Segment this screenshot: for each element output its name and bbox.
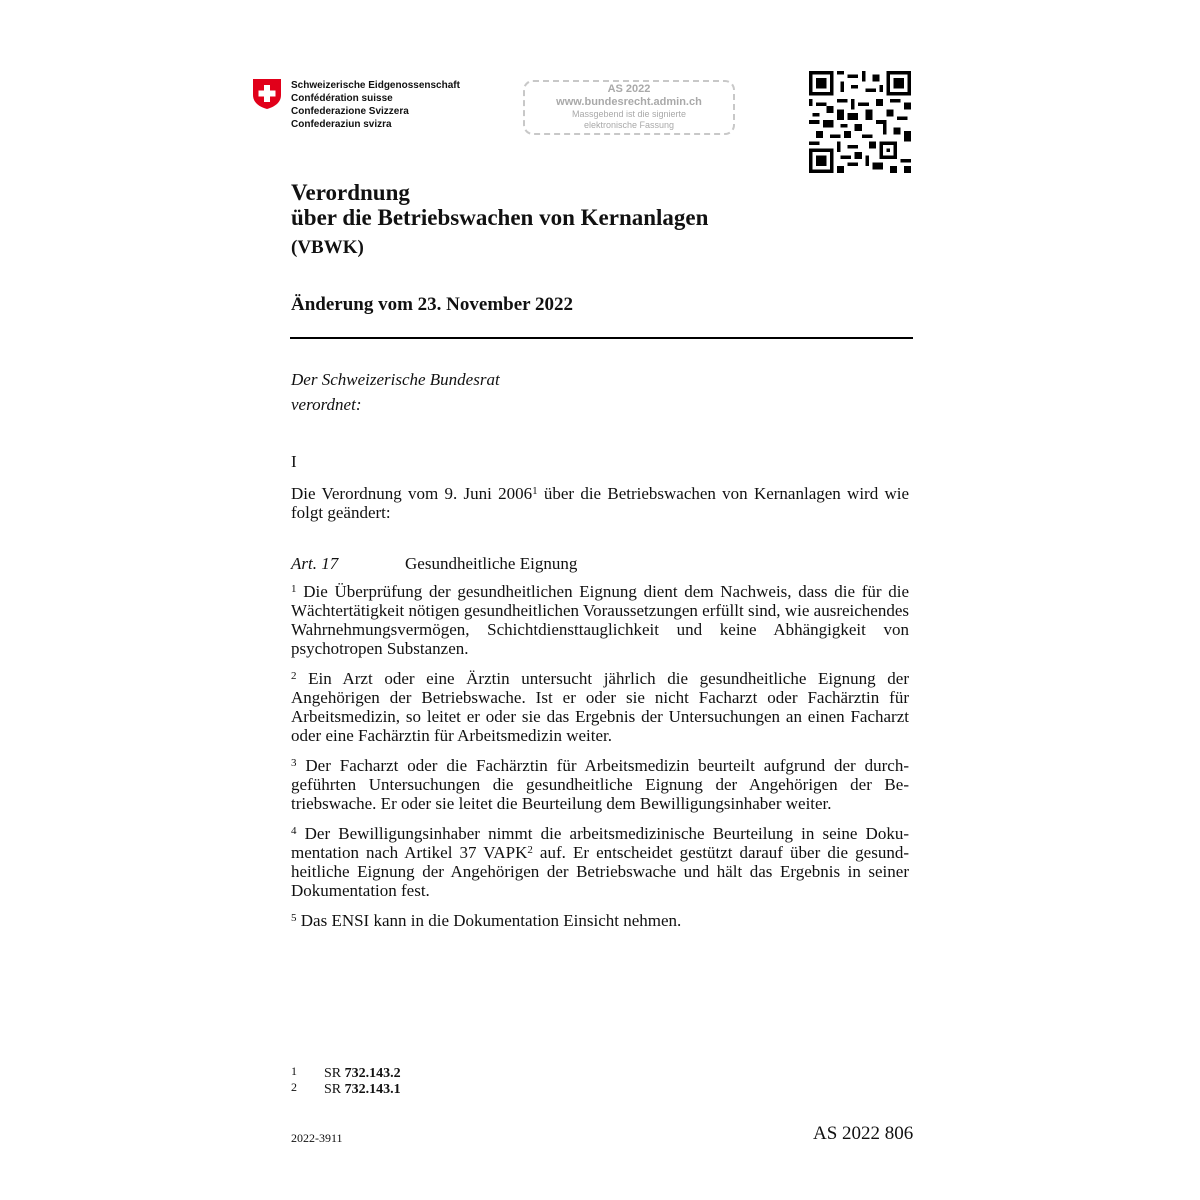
title-abbreviation: (VBWK) xyxy=(291,237,364,258)
title-line-2: über die Betriebswachen von Kernanlagen xyxy=(291,205,709,230)
intro-footnote-ref: 1 xyxy=(532,485,538,497)
swiss-cross-icon xyxy=(252,78,282,110)
stamp-line-url: www.bundesrecht.admin.ch xyxy=(556,96,702,108)
intro-paragraph xyxy=(291,484,909,522)
agency-line-de: Schweizerische Eidgenossenschaft xyxy=(291,80,460,91)
footnote-number: 2 xyxy=(291,1080,297,1094)
footnote-prefix: SR xyxy=(324,1066,345,1081)
as-reference: AS 2022 806 xyxy=(813,1123,914,1144)
article-title: Gesundheitliche Eignung xyxy=(405,554,578,573)
document-title xyxy=(291,180,708,230)
paragraph-text: Ein Arzt oder eine Ärztin untersucht jährlich die gesundheitliche Eignung der Angehörigen der Betriebswache. Ist er oder sie nicht Facharzt oder Fachärztin für Arbeitsmedizin, so leitet er oder sie das Ergebnis der Untersuchungen an einen Facharzt oder eine Fachärztin für Arbeitsmedizin weiter. xyxy=(291,669,909,745)
paragraph-text: Das ENSI kann in die Dokumentation Einsicht nehmen. xyxy=(296,911,682,930)
intro-text-before: Die Verordnung vom 9. Juni 2006 xyxy=(291,484,533,503)
footnote-ref: 732.143.2 xyxy=(344,1066,401,1081)
paragraph-number: 4 xyxy=(291,825,297,837)
article-number: Art. 17 xyxy=(291,554,339,573)
paragraph-text: auf. Er entscheidet gestützt darauf über die gesundheitliche Eignung der Angehörigen der Betriebswache und hält das Ergebnis in seiner Dokumentation fest. xyxy=(291,843,909,900)
paragraph-number: 2 xyxy=(291,670,297,682)
issuer-line-2: verordnet: xyxy=(291,395,362,414)
paragraph-text: Der Facharzt oder die Fachärztin für Arbeitsmedizin beurteilt aufgrund der durchgeführten Untersuchungen die gesundheitliche Eignung der Angehörigen der Betriebswache. Er oder sie leitet die Beurteilung dem Bewilligungsinhaber weiter. xyxy=(291,756,909,813)
signature-stamp xyxy=(523,80,735,135)
agency-name xyxy=(291,79,460,131)
article-body xyxy=(291,582,909,941)
footnote-ref: 732.143.1 xyxy=(344,1082,401,1097)
change-date: Änderung vom 23. November 2022 xyxy=(291,294,574,315)
agency-line-it: Confederazione Svizzera xyxy=(291,106,409,117)
article-paragraph xyxy=(291,824,909,900)
article-paragraph xyxy=(291,582,909,658)
agency-line-rm: Confederaziun svizra xyxy=(291,119,392,130)
stamp-line-note1: Massgebend ist die signierte xyxy=(571,109,687,119)
issuer-line-1: Der Schweizerische Bundesrat xyxy=(291,370,500,389)
title-line-1: Verordnung xyxy=(291,180,410,205)
paragraph-number: 1 xyxy=(291,583,297,595)
paragraph-footnote-ref: 2 xyxy=(527,844,533,856)
footnote-number: 1 xyxy=(291,1064,297,1078)
agency-line-fr: Confédération suisse xyxy=(291,93,393,104)
paragraph-number: 5 xyxy=(291,912,297,924)
article-paragraph xyxy=(291,669,909,745)
intro-text-after: über die Betriebswachen von Kernanlagen wird wie folgt geändert: xyxy=(291,484,910,522)
article-paragraph xyxy=(291,756,909,813)
paragraph-number: 3 xyxy=(291,757,297,769)
section-number: I xyxy=(291,452,297,471)
stamp-line-as: AS 2022 xyxy=(607,83,651,95)
document-number: 2022-3911 xyxy=(291,1131,343,1145)
paragraph-text: Die Überprüfung der gesundheitlichen Eignung dient dem Nachweis, dass die für die Wächtertätigkeit nötigen gesundheitlichen Voraussetzungen erfüllt sind, wie ausreichendes Wahrnehmungsvermögen, Schichtdiensttauglichkeit und keine Abhängigkeit von psychotropen Substanzen. xyxy=(291,582,909,658)
article-paragraph xyxy=(291,911,909,930)
footnote-2 xyxy=(291,1079,401,1098)
title-divider xyxy=(290,337,913,339)
article-heading xyxy=(291,553,577,575)
paragraph-text: Der Bewilligungsinhaber nimmt die arbeitsmedizinische Beurteilung in seine Dokumentation nach Artikel 37 VAPK xyxy=(291,824,909,862)
qr-code-icon xyxy=(809,71,911,173)
issuer xyxy=(291,367,500,417)
stamp-line-note2: elektronische Fassung xyxy=(583,120,675,130)
footnote-prefix: SR xyxy=(324,1082,345,1097)
